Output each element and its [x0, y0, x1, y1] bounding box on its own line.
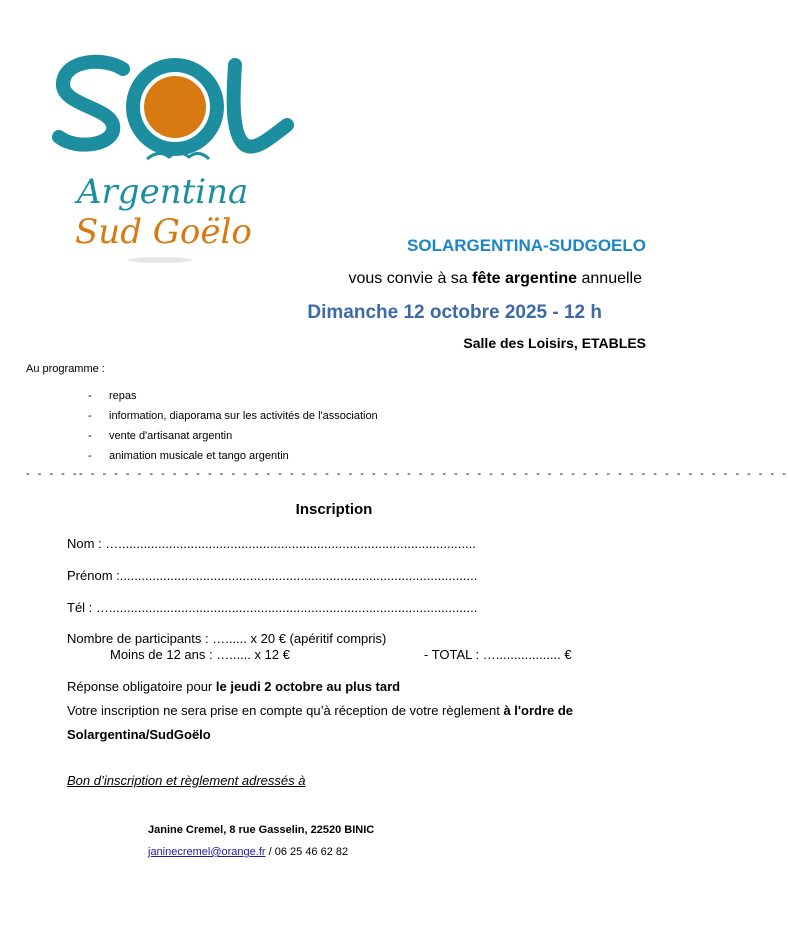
- contact-phone: / 06 25 46 62 82: [265, 846, 349, 858]
- cut-separator: - - - - -- - - - - - - - - - - - - - - - - - - - - - - - - - - - - - - - - - - - - - - - - - - - - - - - - - - - - - - - - - - - -: [26, 468, 788, 480]
- program-title: Au programme :: [26, 363, 105, 375]
- sol-argentina-logo: [55, 55, 295, 270]
- payment-order: à l'ordre de: [503, 703, 574, 718]
- org-title: SOLARGENTINA-SUDGOELO: [407, 236, 646, 255]
- program-list: [88, 386, 378, 466]
- reply-deadline: [67, 679, 400, 694]
- send-to-heading: Bon d’inscription et règlement adressés à: [67, 773, 306, 788]
- invite-bold: fête argentine: [472, 270, 578, 287]
- invite-suffix: annuelle: [577, 270, 642, 287]
- program-item-text: information, diaporama sur les activités de l'association: [109, 410, 378, 422]
- event-venue: Salle des Loisirs, ETABLES: [463, 335, 646, 351]
- logo-argentina-text: Argentina: [77, 172, 249, 212]
- tel-field: Tél : …......................................................................................................: [67, 600, 478, 615]
- program-item-text: vente d'artisanat argentin: [109, 430, 233, 442]
- nom-field: Nom : …...................................................................................................: [67, 536, 476, 551]
- participants-field: Nombre de participants : …...... x 20 € (apéritif compris): [67, 631, 387, 646]
- program-item: - animation musicale et tango argentin: [88, 450, 289, 462]
- program-item: - information, diaporama sur les activités de l'association: [88, 410, 378, 422]
- payment-payee: Solargentina/SudGoëlo: [67, 727, 211, 742]
- contact-email-link[interactable]: janinecremel@orange.fr: [148, 846, 266, 858]
- children-field: Moins de 12 ans : …...... x 12 €: [110, 647, 290, 662]
- total-field: - TOTAL : ….................. €: [424, 647, 572, 662]
- prenom-field: Prénom :...................................................................................................: [67, 568, 478, 583]
- program-item: - vente d'artisanat argentin: [88, 430, 233, 442]
- program-item: - repas: [88, 390, 137, 402]
- logo-sudgoelo-text: Sud Goëlo: [75, 212, 252, 252]
- invitation-line: [349, 270, 643, 288]
- form-title: Inscription: [295, 501, 373, 518]
- invite-prefix: vous convie à sa: [348, 270, 473, 287]
- reply-prefix: Réponse obligatoire pour: [67, 679, 216, 694]
- event-date: Dimanche 12 octobre 2025 - 12 h: [307, 302, 602, 323]
- contact-line: [148, 846, 348, 858]
- payment-note: [67, 703, 573, 718]
- payment-note-text: Votre inscription ne sera prise en compte qu’à réception de votre règlement: [67, 703, 504, 718]
- program-item-text: repas: [109, 390, 137, 402]
- reply-date: le jeudi 2 octobre au plus tard: [215, 679, 401, 694]
- program-item-text: animation musicale et tango argentin: [109, 450, 289, 462]
- logo-graphic: [55, 55, 295, 270]
- contact-address: Janine Cremel, 8 rue Gasselin, 22520 BINIC: [148, 824, 375, 836]
